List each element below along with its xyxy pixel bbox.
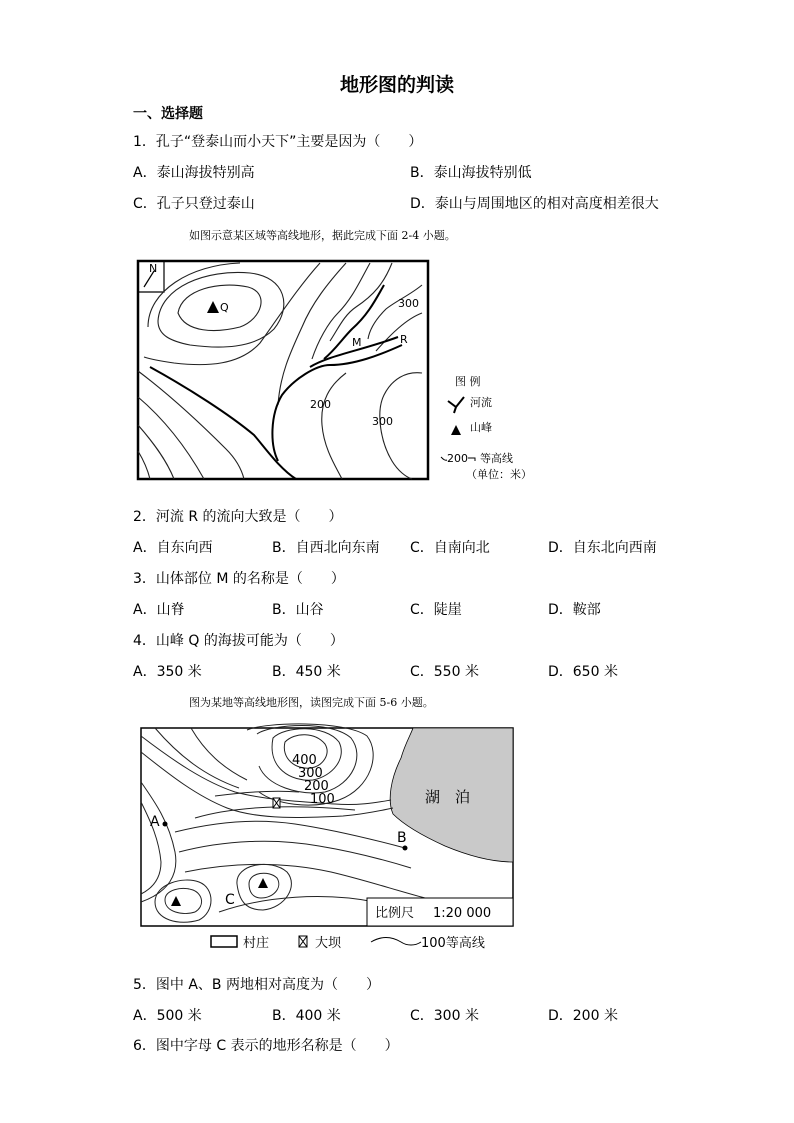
contour-label-300a: 300 [398, 297, 419, 310]
contour-400: 400 [292, 753, 317, 768]
contour-200: 200 [304, 779, 329, 794]
village-legend-icon [211, 936, 237, 947]
legend-unit: （单位：米） [466, 468, 532, 481]
lake-label: 湖 泊 [425, 788, 471, 806]
q4-option-d[interactable]: D．650 米 [548, 664, 618, 680]
q2-option-c[interactable]: C．自南向北 [410, 540, 490, 556]
contour-100: 100 [310, 792, 335, 807]
q2-option-b[interactable]: B．自西北向东南 [272, 540, 380, 556]
point-b-label: B [397, 830, 407, 846]
point-c-label: C [225, 892, 235, 908]
question-4-stem: 4．山峰 Q 的海拔可能为（ ） [133, 633, 344, 649]
scale-value: 1:20 000 [433, 906, 492, 921]
q4-option-a[interactable]: A．350 米 [133, 664, 202, 680]
q1-option-c[interactable]: C．孔子只登过泰山 [133, 196, 255, 212]
q1-option-a[interactable]: A．泰山海拔特别高 [133, 165, 255, 181]
intro-5-6: 图为某地等高线地形图，读图完成下面 5-6 小题。 [189, 696, 434, 709]
question-6-stem: 6．图中字母 C 表示的地形名称是（ ） [133, 1038, 399, 1054]
label-m: M [352, 336, 362, 349]
contour-label-200: 200 [310, 398, 331, 411]
contour-map-2 [135, 722, 525, 957]
contour-label-300b: 300 [372, 415, 393, 428]
river-legend-icon [448, 397, 464, 413]
north-label: N [149, 262, 158, 275]
question-3-stem: 3．山体部位 M 的名称是（ ） [133, 571, 345, 587]
q3-option-d[interactable]: D．鞍部 [548, 602, 601, 618]
contour-legend-icon-2 [371, 938, 421, 946]
q5-option-d[interactable]: D．200 米 [548, 1008, 618, 1024]
scale-label: 比例尺 [375, 906, 415, 921]
legend-dam: 大坝 [315, 936, 342, 951]
section-heading: 一、选择题 [133, 106, 203, 122]
contour-map-1 [130, 255, 550, 490]
peak-legend-icon [451, 425, 461, 435]
map1-legend [441, 374, 532, 481]
label-r: R [400, 333, 408, 346]
question-5-stem: 5．图中 A、B 两地相对高度为（ ） [133, 977, 380, 993]
point-b-marker [403, 846, 408, 851]
legend-title: 图 例 [455, 375, 481, 388]
q3-option-c[interactable]: C．陡崖 [410, 602, 462, 618]
label-q: Q [220, 301, 229, 314]
legend-contour: 等高线 [480, 452, 513, 465]
q1-option-b[interactable]: B．泰山海拔特别低 [410, 165, 532, 181]
question-1-stem: 1．孔子“登泰山而小天下”主要是因为（ ） [133, 134, 423, 150]
point-a-marker [163, 822, 168, 827]
intro-2-4: 如图示意某区域等高线地形，据此完成下面 2-4 小题。 [189, 229, 456, 242]
q1-option-d[interactable]: D．泰山与周围地区的相对高度相差很大 [410, 196, 659, 212]
legend-peak: 山峰 [470, 421, 492, 434]
q5-option-a[interactable]: A．500 米 [133, 1008, 202, 1024]
map1-frame [138, 261, 428, 479]
legend-village: 村庄 [243, 936, 270, 951]
legend-contour-2: 100等高线 [421, 936, 485, 951]
point-a-label: A [150, 814, 160, 830]
question-2-stem: 2．河流 R 的流向大致是（ ） [133, 509, 343, 525]
q3-option-b[interactable]: B．山谷 [272, 602, 324, 618]
q5-option-c[interactable]: C．300 米 [410, 1008, 479, 1024]
q2-option-d[interactable]: D．自东北向西南 [548, 540, 657, 556]
legend-river: 河流 [470, 396, 492, 409]
legend-contour-value: 200 [447, 452, 468, 465]
q4-option-c[interactable]: C．550 米 [410, 664, 479, 680]
q5-option-b[interactable]: B．400 米 [272, 1008, 341, 1024]
contour-300: 300 [298, 766, 323, 781]
q3-option-a[interactable]: A．山脊 [133, 602, 185, 618]
q2-option-a[interactable]: A．自东向西 [133, 540, 213, 556]
q4-option-b[interactable]: B．450 米 [272, 664, 341, 680]
page-title: 地形图的判读 [339, 74, 454, 96]
